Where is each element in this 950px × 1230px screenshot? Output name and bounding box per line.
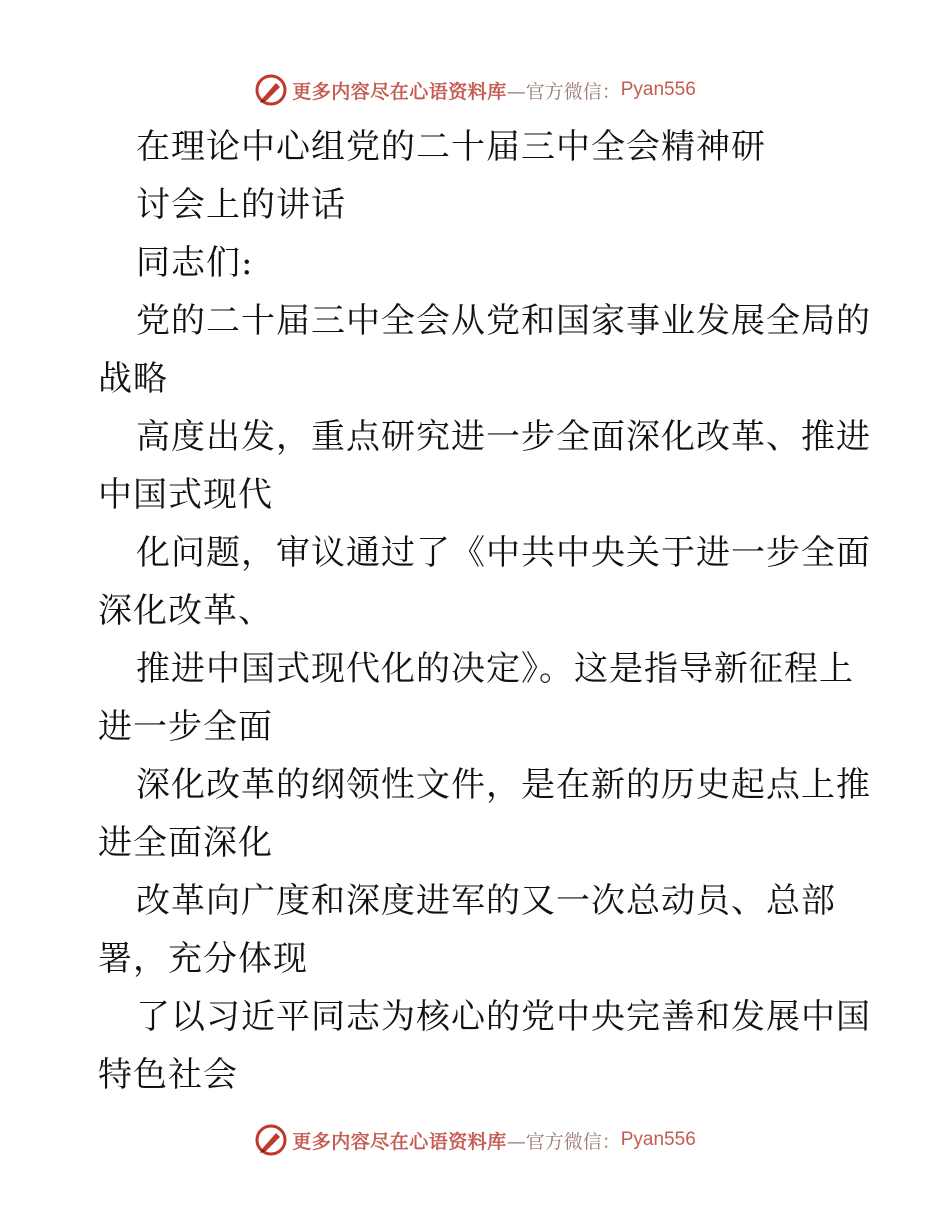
text-line: 党的二十届三中全会从党和国家事业发展全局的 (136, 301, 871, 341)
text-line: 中国式现代 (98, 475, 273, 515)
watermark-sub-text: —官方微信： (506, 1130, 621, 1153)
text-line: 了以习近平同志为核心的党中央完善和发展中国 (136, 997, 871, 1037)
header-watermark (0, 70, 950, 110)
text-line: 深化改革、 (98, 591, 273, 631)
text-line: 深化改革的纲领性文件，是在新的历史起点上推 (136, 765, 871, 805)
watermark-sub-text: —官方微信： (506, 80, 621, 103)
text-line: 同志们: (136, 243, 254, 283)
text-line: 化问题，审议通过了《中共中央关于进一步全面 (136, 533, 871, 573)
text-line: 改革向广度和深度进军的又一次总动员、总部 (136, 881, 836, 921)
watermark-main-text: 更多内容尽在心语资料库 (292, 80, 507, 103)
watermark-id-text: Pyan556 (620, 1129, 696, 1150)
watermark-main-text: 更多内容尽在心语资料库 (292, 1130, 507, 1153)
text-line: 在理论中心组党的二十届三中全会精神研 (136, 127, 766, 167)
pen-logo-icon (254, 1123, 288, 1157)
text-line: 特色社会 (98, 1055, 238, 1095)
pen-logo-icon (254, 73, 288, 107)
text-line: 战略 (98, 359, 168, 399)
document-body (98, 118, 871, 1104)
watermark-id-text: Pyan556 (620, 79, 696, 100)
text-line: 高度出发，重点研究进一步全面深化改革、推进 (136, 417, 871, 457)
text-line: 推进中国式现代化的决定》。这是指导新征程上 (136, 649, 854, 689)
text-line: 进全面深化 (98, 823, 273, 863)
text-line: 讨会上的讲话 (136, 185, 346, 225)
footer-watermark (0, 1120, 950, 1160)
text-line: 署，充分体现 (98, 939, 308, 979)
text-line: 进一步全面 (98, 707, 273, 747)
